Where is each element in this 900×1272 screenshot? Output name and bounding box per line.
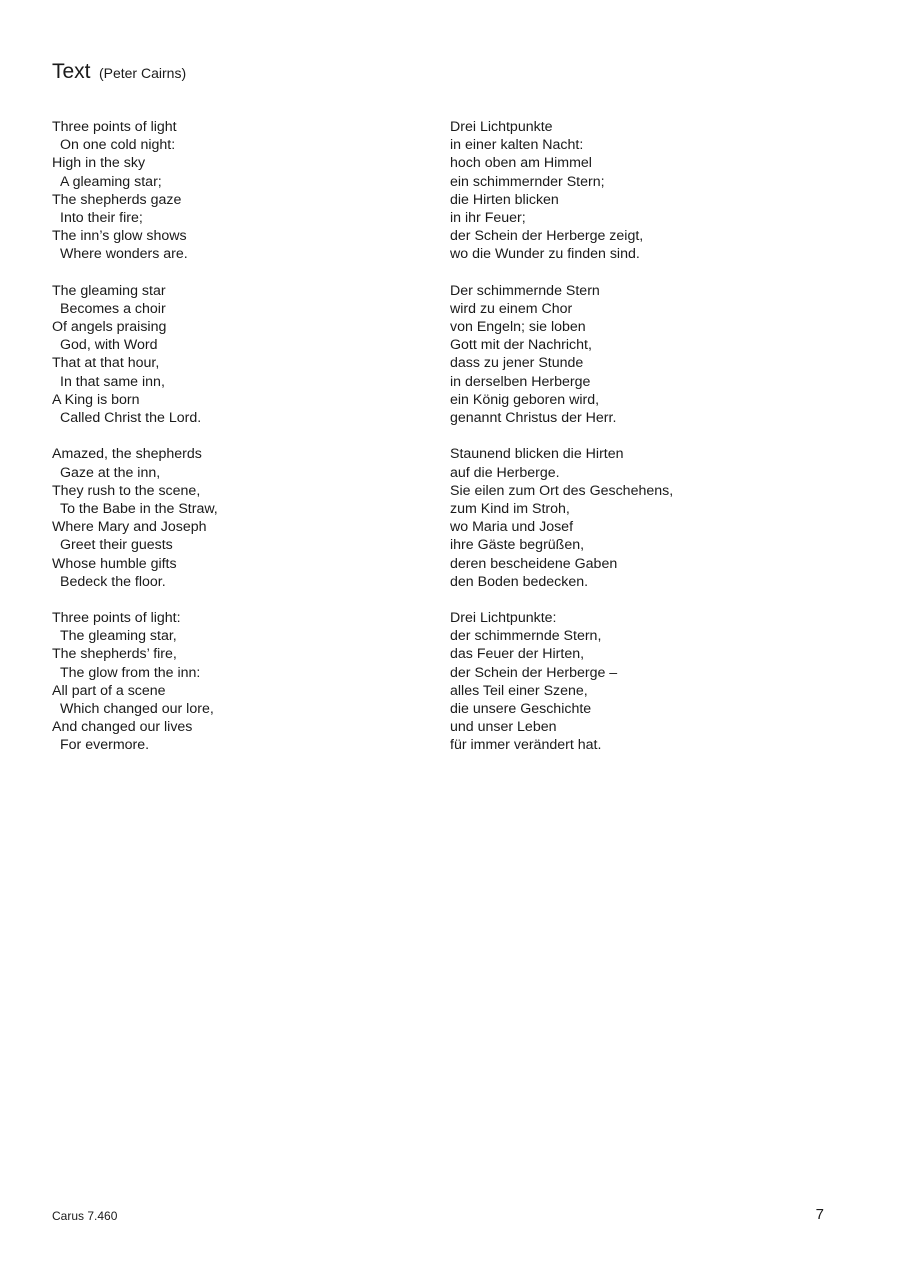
poem-line: Of angels praising [52,319,167,336]
author-credit: (Peter Cairns) [98,65,187,81]
german-stanza-2 [450,282,830,428]
poem-line: The glow from the inn: [60,664,201,681]
english-text-column [52,118,432,773]
english-stanza-2 [52,282,432,428]
poem-line: And changed our lives [52,719,193,736]
poem-line: Drei Lichtpunkte [450,119,553,135]
poem-line: wo die Wunder zu finden sind. [450,246,640,263]
poem-line: Greet their guests [60,537,173,554]
poem-line: wo Maria und Josef [450,519,574,536]
english-stanza-1 [52,118,432,264]
poem-line: Sie eilen zum Ort des Geschehens, [450,482,674,499]
poem-line: für immer verändert hat. [450,737,602,754]
poem-line: Gott mit der Nachricht, [450,337,592,354]
german-stanza-4 [450,609,830,755]
poem-line: A King is born [52,391,140,408]
poem-line: Into their fire; [60,209,143,226]
poem-line: wird zu einem Chor [450,300,573,317]
poem-line: A gleaming star; [60,173,162,190]
poem-line: deren bescheidene Gaben [450,555,618,572]
poem-line: die Hirten blicken [450,191,559,208]
poem-line: Three points of light [52,119,177,135]
page-heading [52,60,186,84]
poem-line: ein schimmernder Stern; [450,173,605,190]
poem-line: The shepherds gaze [52,191,182,208]
poem-line: Which changed our lore, [60,701,214,717]
german-stanza-3 [450,445,830,591]
poem-line: God, with Word [60,337,158,354]
poem-line: alles Teil einer Szene, [450,682,588,699]
poem-line: ein König geboren wird, [450,391,600,408]
poem-line: Gaze at the inn, [60,464,161,481]
poem-line: High in the sky [52,155,146,172]
poem-line: ihre Gäste begrüßen, [450,537,585,554]
poem-line: The gleaming star [52,282,166,299]
poem-line: All part of a scene [52,682,166,699]
poem-line: die unsere Geschichte [450,701,592,717]
poem-line: They rush to the scene, [52,482,201,499]
page-number: 7 [815,1206,824,1223]
poem-line: der schimmernde Stern, [450,628,602,645]
poem-line: das Feuer der Hirten, [450,646,585,663]
poem-line: Amazed, the shepherds [52,446,202,463]
poem-line: Becomes a choir [60,300,166,317]
english-stanza-4 [52,609,432,755]
poem-line: dass zu jener Stunde [450,355,584,372]
poem-line: der Schein der Herberge zeigt, [450,228,644,245]
poem-line: der Schein der Herberge – [450,664,618,681]
poem-line: The gleaming star, [60,628,177,645]
poem-line: The shepherds’ fire, [52,646,177,663]
publisher-code: Carus 7.460 [52,1209,118,1223]
poem-line: Whose humble gifts [52,555,177,572]
poem-line: In that same inn, [60,373,165,390]
english-stanza-3 [52,445,432,591]
german-text-column [450,118,830,773]
page-title: Text [52,60,91,83]
poem-line: Staunend blicken die Hirten [450,446,624,463]
poem-line: in derselben Herberge [450,373,591,390]
poem-line: in ihr Feuer; [450,209,526,226]
poem-line: genannt Christus der Herr. [450,410,617,426]
poem-line: Three points of light: [52,610,181,627]
poem-line: That at that hour, [52,355,160,372]
poem-line: den Boden bedecken. [450,573,589,590]
poem-line: Called Christ the Lord. [60,410,202,426]
poem-line: Drei Lichtpunkte: [450,610,557,627]
poem-line: und unser Leben [450,719,557,736]
poem-line: Bedeck the floor. [60,573,166,590]
poem-line: On one cold night: [60,137,176,154]
poem-line: zum Kind im Stroh, [450,500,570,517]
poem-line: Where wonders are. [60,246,188,263]
poem-line: To the Babe in the Straw, [60,500,218,517]
poem-line: Der schimmernde Stern [450,282,600,299]
poem-line: For evermore. [60,737,150,754]
poem-line: von Engeln; sie loben [450,319,586,336]
poem-line: auf die Herberge. [450,464,560,481]
poem-line: Where Mary and Joseph [52,519,207,536]
poem-line: hoch oben am Himmel [450,155,592,172]
poem-line: The inn’s glow shows [52,228,187,245]
poem-line: in einer kalten Nacht: [450,137,584,154]
german-stanza-1 [450,118,830,264]
